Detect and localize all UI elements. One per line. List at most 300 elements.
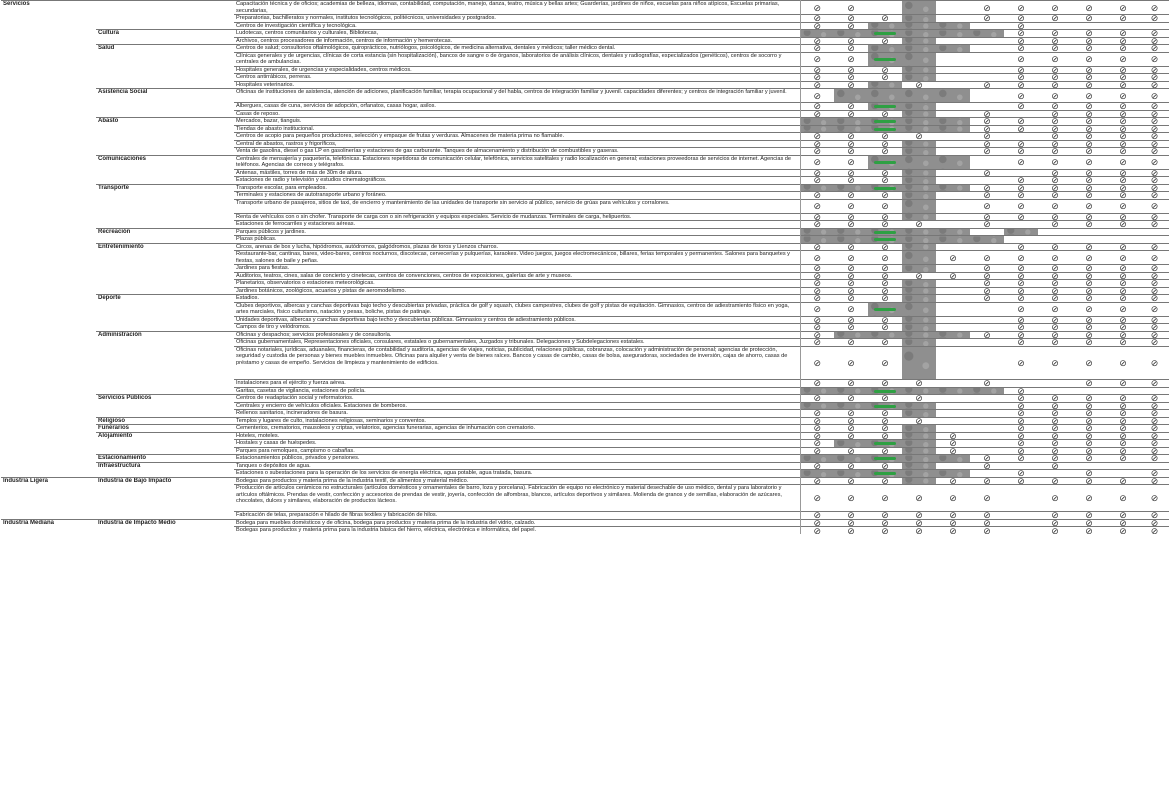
prohibited-icon: ⊘ xyxy=(1085,132,1093,140)
subcategory-cell xyxy=(96,133,234,141)
use-description: Preparatorias, bachilleratos y normales, institutos tecnológicos, politécnicos, universidades y postgrados. xyxy=(234,15,800,23)
category-cell xyxy=(1,133,96,141)
conditional-cell xyxy=(902,66,936,74)
table-body xyxy=(1,1,1169,535)
prohibited-cell xyxy=(834,380,868,388)
prohibited-icon: ⊘ xyxy=(1119,125,1127,133)
category-cell xyxy=(1,177,96,185)
conditional-cell xyxy=(834,30,868,38)
use-description: Plazas públicas. xyxy=(234,236,800,244)
table-row xyxy=(1,169,1169,177)
prohibited-icon: ⊘ xyxy=(1085,191,1093,199)
subcategory-cell: Alojamiento xyxy=(96,432,234,440)
table-row xyxy=(1,243,1169,251)
prohibited-icon: ⊘ xyxy=(813,243,822,251)
prohibited-icon: ⊘ xyxy=(813,304,822,314)
prohibited-cell xyxy=(800,192,834,200)
prohibited-icon: ⊘ xyxy=(1051,424,1059,432)
prohibited-cell xyxy=(1140,470,1169,478)
prohibited-cell xyxy=(800,140,834,148)
prohibited-cell xyxy=(1140,265,1169,273)
table-row xyxy=(1,103,1169,111)
conditional-cell xyxy=(902,118,936,126)
prohibited-icon: ⊘ xyxy=(1017,316,1025,324)
prohibited-icon: ⊘ xyxy=(847,140,855,148)
prohibited-cell xyxy=(868,280,902,288)
conditional-cell xyxy=(902,440,936,448)
prohibited-cell xyxy=(1140,30,1169,38)
prohibited-cell xyxy=(834,110,868,118)
prohibited-cell xyxy=(970,118,1004,126)
prohibited-icon: ⊘ xyxy=(1150,424,1159,432)
prohibited-icon: ⊘ xyxy=(813,331,822,339)
empty-cell xyxy=(1004,462,1038,470)
use-description: Bodegas para productos y materia prima para la industria básica del hierro, eléctrica, electrónica e informática, del papel. xyxy=(234,527,800,535)
table-row xyxy=(1,236,1169,244)
prohibited-cell xyxy=(1106,402,1140,410)
prohibited-icon: ⊘ xyxy=(813,338,822,346)
prohibited-cell xyxy=(1106,52,1140,66)
prohibited-icon: ⊘ xyxy=(847,357,855,368)
prohibited-cell xyxy=(1038,15,1072,23)
use-description: Albergues, casas de cuna, servicios de adopción, orfanatos, casas hogar, asilos. xyxy=(234,103,800,111)
prohibited-icon: ⊘ xyxy=(881,110,889,118)
prohibited-icon: ⊘ xyxy=(847,279,855,287)
table-row xyxy=(1,22,1169,30)
empty-cell xyxy=(936,169,970,177)
prohibited-cell xyxy=(1004,324,1038,332)
prohibited-cell xyxy=(1004,440,1038,448)
prohibited-cell xyxy=(800,265,834,273)
prohibited-icon: ⊘ xyxy=(1119,29,1127,37)
prohibited-icon: ⊘ xyxy=(1150,37,1159,45)
prohibited-icon: ⊘ xyxy=(813,462,822,470)
prohibited-cell xyxy=(902,512,936,520)
prohibited-cell xyxy=(834,485,868,512)
conditional-cell xyxy=(970,30,1004,38)
prohibited-cell xyxy=(1038,417,1072,425)
use-description: Jardines botánicos, zoológicos, acuarios y pistas de aeromodelismo. xyxy=(234,287,800,295)
prohibited-icon: ⊘ xyxy=(1017,323,1025,331)
conditional-cell xyxy=(800,118,834,126)
use-description: Central de abastos, rastros y frigoríficos, xyxy=(234,140,800,148)
prohibited-cell xyxy=(834,1,868,15)
category-cell xyxy=(1,316,96,324)
prohibited-cell xyxy=(834,103,868,111)
prohibited-cell xyxy=(1106,485,1140,512)
prohibited-icon: ⊘ xyxy=(1085,477,1093,485)
conditional-cell xyxy=(936,387,970,395)
prohibited-icon: ⊘ xyxy=(813,526,822,534)
prohibited-icon: ⊘ xyxy=(881,272,889,280)
prohibited-cell xyxy=(800,177,834,185)
prohibited-icon: ⊘ xyxy=(813,272,822,280)
prohibited-icon: ⊘ xyxy=(1150,304,1159,314)
prohibited-icon: ⊘ xyxy=(1017,439,1025,447)
table-row xyxy=(1,432,1169,440)
prohibited-icon: ⊘ xyxy=(1150,90,1159,101)
prohibited-cell xyxy=(1106,125,1140,133)
prohibited-icon: ⊘ xyxy=(1017,417,1025,425)
prohibited-cell xyxy=(1140,477,1169,485)
prohibited-cell xyxy=(1140,66,1169,74)
use-description: Estaciones de radio y televisión y estudios cinematográficos. xyxy=(234,177,800,185)
permitted-mark-icon xyxy=(874,58,896,61)
permitted-cell xyxy=(868,440,902,448)
table-row xyxy=(1,440,1169,448)
table-row xyxy=(1,155,1169,169)
prohibited-icon: ⊘ xyxy=(1051,243,1059,251)
empty-cell xyxy=(970,324,1004,332)
prohibited-icon: ⊘ xyxy=(813,439,822,447)
table-row xyxy=(1,184,1169,192)
prohibited-icon: ⊘ xyxy=(1085,176,1093,184)
prohibited-cell xyxy=(1072,417,1106,425)
prohibited-cell xyxy=(1140,177,1169,185)
prohibited-icon: ⊘ xyxy=(1051,279,1059,287)
prohibited-icon: ⊘ xyxy=(1150,2,1159,13)
prohibited-icon: ⊘ xyxy=(1150,409,1159,417)
empty-cell xyxy=(936,177,970,185)
prohibited-icon: ⊘ xyxy=(949,439,957,447)
use-description: Capacitación técnica y de oficios; academias de belleza, idiomas, contabilidad, computación, manejo, danza, teatro, música y bellas artes; Guarderías, jardines de niños, escuelas para niños atípicos, Escuelas primarias, secundarias, xyxy=(234,1,800,15)
prohibited-cell xyxy=(1106,148,1140,156)
permitted-cell xyxy=(868,125,902,133)
prohibited-cell xyxy=(800,346,834,380)
prohibited-cell xyxy=(1038,485,1072,512)
prohibited-icon: ⊘ xyxy=(1085,394,1093,402)
empty-cell xyxy=(1106,462,1140,470)
conditional-cell xyxy=(902,30,936,38)
empty-cell xyxy=(970,395,1004,403)
empty-cell xyxy=(936,324,970,332)
prohibited-icon: ⊘ xyxy=(1150,213,1159,221)
prohibited-cell xyxy=(834,177,868,185)
prohibited-icon: ⊘ xyxy=(1017,394,1025,402)
prohibited-icon: ⊘ xyxy=(1085,73,1093,81)
prohibited-icon: ⊘ xyxy=(1085,331,1093,339)
prohibited-cell xyxy=(1004,199,1038,213)
prohibited-cell xyxy=(1072,339,1106,347)
prohibited-icon: ⊘ xyxy=(1119,169,1127,177)
prohibited-icon: ⊘ xyxy=(1051,493,1059,503)
prohibited-icon: ⊘ xyxy=(847,424,855,432)
table-row xyxy=(1,380,1169,388)
table-row xyxy=(1,140,1169,148)
prohibited-cell xyxy=(1072,402,1106,410)
prohibited-icon: ⊘ xyxy=(1051,66,1059,74)
conditional-cell xyxy=(902,15,936,23)
prohibited-icon: ⊘ xyxy=(1017,264,1025,272)
prohibited-icon: ⊘ xyxy=(1085,454,1093,462)
prohibited-cell xyxy=(868,324,902,332)
prohibited-icon: ⊘ xyxy=(881,316,889,324)
prohibited-cell xyxy=(1106,519,1140,527)
use-description: Oficinas de instituciones de asistencia, atención de adiciones, planificación familiar, terapia ocupacional y del habla, centros de integración familiar y juvenil. capacidades diferentes; y centros de integración familiar y juvenil. xyxy=(234,89,800,103)
prohibited-cell xyxy=(834,148,868,156)
table-row xyxy=(1,425,1169,433)
category-cell xyxy=(1,30,96,38)
prohibited-cell xyxy=(1004,455,1038,463)
prohibited-icon: ⊘ xyxy=(983,279,991,287)
subcategory-cell: Asistencia Social xyxy=(96,89,234,103)
prohibited-cell xyxy=(970,519,1004,527)
prohibited-cell xyxy=(1140,74,1169,82)
conditional-cell xyxy=(902,324,936,332)
prohibited-cell xyxy=(1038,125,1072,133)
prohibited-cell xyxy=(1106,1,1140,15)
prohibited-cell xyxy=(800,425,834,433)
prohibited-cell xyxy=(1004,148,1038,156)
prohibited-icon: ⊘ xyxy=(847,323,855,331)
prohibited-icon: ⊘ xyxy=(813,511,822,519)
prohibited-icon: ⊘ xyxy=(813,287,822,295)
category-cell xyxy=(1,140,96,148)
empty-cell xyxy=(1140,22,1169,30)
prohibited-icon: ⊘ xyxy=(1017,387,1025,395)
prohibited-cell xyxy=(1038,265,1072,273)
prohibited-cell xyxy=(970,455,1004,463)
table-row xyxy=(1,477,1169,485)
prohibited-cell xyxy=(902,417,936,425)
prohibited-cell xyxy=(970,295,1004,303)
subcategory-cell xyxy=(96,265,234,273)
empty-cell xyxy=(1038,470,1072,478)
prohibited-icon: ⊘ xyxy=(949,511,957,519)
prohibited-icon: ⊘ xyxy=(1085,29,1093,37)
prohibited-icon: ⊘ xyxy=(1017,294,1025,302)
subcategory-cell xyxy=(96,74,234,82)
prohibited-icon: ⊘ xyxy=(1051,73,1059,81)
prohibited-icon: ⊘ xyxy=(1150,417,1159,425)
empty-cell xyxy=(970,22,1004,30)
prohibited-icon: ⊘ xyxy=(1119,477,1127,485)
prohibited-icon: ⊘ xyxy=(1150,191,1159,199)
prohibited-icon: ⊘ xyxy=(1150,272,1159,280)
subcategory-cell: Recreación xyxy=(96,228,234,236)
prohibited-cell xyxy=(1072,74,1106,82)
prohibited-cell xyxy=(970,15,1004,23)
prohibited-cell xyxy=(1072,110,1106,118)
use-description: Casas de reposo. xyxy=(234,110,800,118)
prohibited-icon: ⊘ xyxy=(1085,279,1093,287)
prohibited-icon: ⊘ xyxy=(1051,54,1059,64)
prohibited-cell xyxy=(834,169,868,177)
prohibited-cell xyxy=(936,477,970,485)
use-description: Hostales y casas de huéspedes. xyxy=(234,440,800,448)
conditional-cell xyxy=(834,331,868,339)
prohibited-icon: ⊘ xyxy=(847,110,855,118)
conditional-cell xyxy=(902,52,936,66)
prohibited-icon: ⊘ xyxy=(915,519,923,527)
prohibited-icon: ⊘ xyxy=(881,424,889,432)
prohibited-cell xyxy=(868,477,902,485)
prohibited-cell xyxy=(1140,410,1169,418)
empty-cell xyxy=(936,339,970,347)
prohibited-cell xyxy=(1038,402,1072,410)
prohibited-icon: ⊘ xyxy=(1119,252,1127,263)
conditional-cell xyxy=(936,236,970,244)
prohibited-cell xyxy=(936,447,970,455)
conditional-cell xyxy=(902,447,936,455)
empty-cell xyxy=(936,346,970,380)
prohibited-icon: ⊘ xyxy=(1119,417,1127,425)
empty-cell xyxy=(970,447,1004,455)
prohibited-icon: ⊘ xyxy=(983,191,991,199)
prohibited-cell xyxy=(1106,280,1140,288)
permitted-mark-icon xyxy=(874,238,896,241)
conditional-cell xyxy=(902,155,936,169)
permitted-mark-icon xyxy=(874,161,896,164)
prohibited-cell xyxy=(1004,89,1038,103)
permitted-mark-icon xyxy=(874,472,896,475)
empty-cell xyxy=(970,243,1004,251)
prohibited-cell xyxy=(1072,81,1106,89)
prohibited-cell xyxy=(834,425,868,433)
category-cell xyxy=(1,410,96,418)
conditional-cell xyxy=(902,169,936,177)
land-use-compatibility-table xyxy=(1,0,1169,534)
prohibited-icon: ⊘ xyxy=(881,287,889,295)
empty-cell xyxy=(1004,527,1038,535)
category-cell xyxy=(1,15,96,23)
empty-cell xyxy=(936,417,970,425)
prohibited-icon: ⊘ xyxy=(1017,73,1025,81)
prohibited-cell xyxy=(834,287,868,295)
empty-cell xyxy=(936,52,970,66)
use-description: Bodega para muebles domésticos y de oficina, bodega para productos y materia prima de la industria del vidrio, calzado. xyxy=(234,519,800,527)
permitted-cell xyxy=(868,155,902,169)
conditional-cell xyxy=(970,236,1004,244)
prohibited-icon: ⊘ xyxy=(1051,29,1059,37)
conditional-cell xyxy=(902,295,936,303)
prohibited-cell xyxy=(1140,140,1169,148)
prohibited-cell xyxy=(1106,155,1140,169)
prohibited-icon: ⊘ xyxy=(881,394,889,402)
subcategory-cell: Cultura xyxy=(96,30,234,38)
table-row xyxy=(1,133,1169,141)
prohibited-cell xyxy=(1072,52,1106,66)
prohibited-cell xyxy=(1038,74,1072,82)
empty-cell xyxy=(1038,236,1072,244)
permitted-mark-icon xyxy=(874,32,896,35)
subcategory-cell: Servicios Públicos xyxy=(96,395,234,403)
prohibited-icon: ⊘ xyxy=(1150,132,1159,140)
use-description: Clubes deportivos, albercas y canchas deportivas bajo techo y descubiertas privadas, práctica de golf y squash, clubes campestres, clubes de golf y pistas de equitación. Gimnasios, centros de adiestramiento físico en yoga, artes marciales, físico culturismo, natación y pesas, boliche, pistas de patinaje. xyxy=(234,302,800,316)
prohibited-icon: ⊘ xyxy=(1085,272,1093,280)
conditional-cell xyxy=(800,184,834,192)
category-cell xyxy=(1,380,96,388)
prohibited-cell xyxy=(1140,89,1169,103)
subcategory-cell xyxy=(96,148,234,156)
prohibited-cell xyxy=(1004,447,1038,455)
prohibited-cell xyxy=(834,199,868,213)
subcategory-cell xyxy=(96,302,234,316)
prohibited-cell xyxy=(1038,1,1072,15)
prohibited-icon: ⊘ xyxy=(1119,220,1127,228)
empty-cell xyxy=(936,265,970,273)
prohibited-cell xyxy=(1072,15,1106,23)
prohibited-icon: ⊘ xyxy=(813,294,822,302)
empty-cell xyxy=(936,316,970,324)
table-row xyxy=(1,470,1169,478)
category-cell xyxy=(1,251,96,265)
prohibited-cell xyxy=(800,169,834,177)
permitted-cell xyxy=(868,387,902,395)
subcategory-cell xyxy=(96,387,234,395)
empty-cell xyxy=(1106,236,1140,244)
conditional-cell xyxy=(902,1,936,15)
prohibited-cell xyxy=(1140,519,1169,527)
empty-cell xyxy=(1004,110,1038,118)
prohibited-cell xyxy=(970,199,1004,213)
empty-cell xyxy=(1106,228,1140,236)
conditional-cell xyxy=(834,89,868,103)
prohibited-cell xyxy=(1106,15,1140,23)
table-row xyxy=(1,199,1169,213)
prohibited-cell xyxy=(1038,221,1072,229)
prohibited-icon: ⊘ xyxy=(847,220,855,228)
subcategory-cell xyxy=(96,272,234,280)
prohibited-icon: ⊘ xyxy=(1150,493,1159,503)
prohibited-cell xyxy=(936,512,970,520)
prohibited-cell xyxy=(1072,324,1106,332)
prohibited-icon: ⊘ xyxy=(1051,477,1059,485)
prohibited-cell xyxy=(1038,30,1072,38)
prohibited-cell xyxy=(1140,402,1169,410)
table-row xyxy=(1,52,1169,66)
prohibited-icon: ⊘ xyxy=(1085,201,1093,211)
prohibited-cell xyxy=(1106,110,1140,118)
prohibited-icon: ⊘ xyxy=(949,493,957,503)
prohibited-icon: ⊘ xyxy=(983,220,991,228)
prohibited-cell xyxy=(868,213,902,221)
use-description: Mercados, bazar, tianguis. xyxy=(234,118,800,126)
prohibited-icon: ⊘ xyxy=(1119,264,1127,272)
prohibited-icon: ⊘ xyxy=(983,14,991,22)
subcategory-cell xyxy=(96,339,234,347)
prohibited-icon: ⊘ xyxy=(813,22,822,30)
prohibited-cell xyxy=(834,15,868,23)
prohibited-cell xyxy=(902,81,936,89)
prohibited-cell xyxy=(868,417,902,425)
prohibited-cell xyxy=(868,432,902,440)
prohibited-cell xyxy=(800,324,834,332)
category-cell xyxy=(1,265,96,273)
use-description: Garitas, casetas de vigilancia, estaciones de policía. xyxy=(234,387,800,395)
prohibited-cell xyxy=(970,331,1004,339)
prohibited-cell xyxy=(868,316,902,324)
prohibited-cell xyxy=(834,52,868,66)
prohibited-cell xyxy=(1106,272,1140,280)
prohibited-cell xyxy=(902,221,936,229)
conditional-cell xyxy=(800,455,834,463)
prohibited-icon: ⊘ xyxy=(983,252,991,263)
prohibited-icon: ⊘ xyxy=(813,81,822,89)
prohibited-icon: ⊘ xyxy=(983,2,991,13)
subcategory-cell xyxy=(96,169,234,177)
subcategory-cell: Infraestructura xyxy=(96,462,234,470)
prohibited-icon: ⊘ xyxy=(1017,338,1025,346)
prohibited-icon: ⊘ xyxy=(847,252,855,263)
prohibited-cell xyxy=(1140,37,1169,45)
prohibited-cell xyxy=(1072,295,1106,303)
prohibited-cell xyxy=(1038,280,1072,288)
prohibited-icon: ⊘ xyxy=(1051,213,1059,221)
prohibited-cell xyxy=(1038,462,1072,470)
prohibited-cell xyxy=(800,155,834,169)
prohibited-cell xyxy=(1038,331,1072,339)
